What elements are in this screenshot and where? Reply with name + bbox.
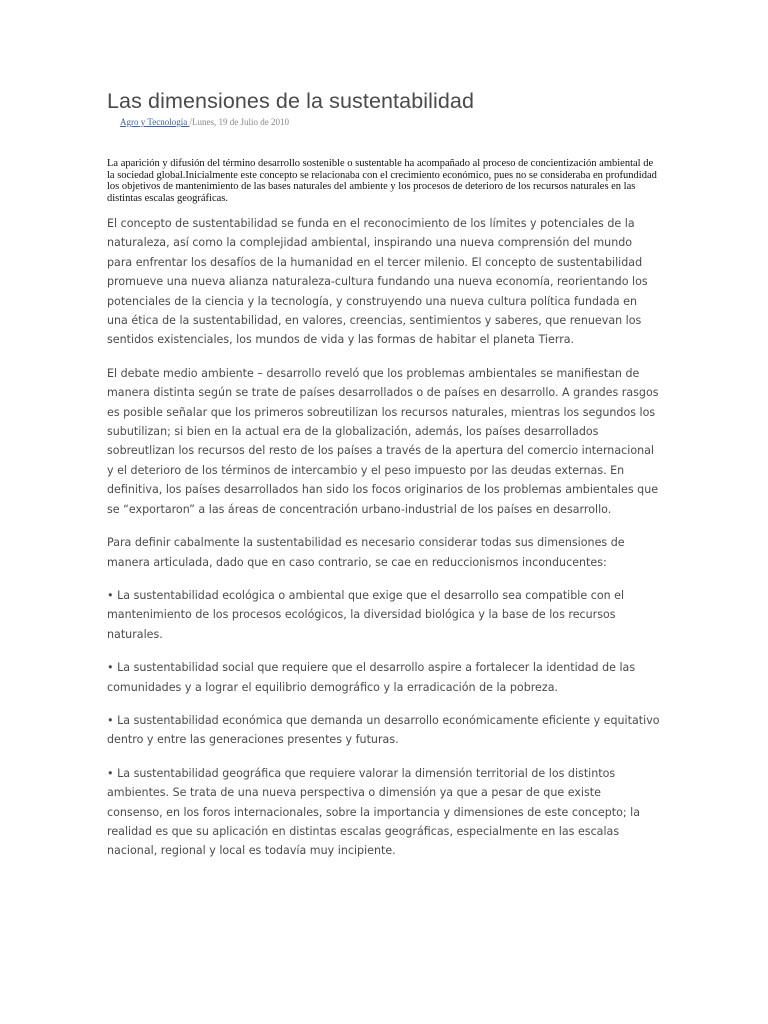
article-intro: La aparición y difusión del término desarrollo sostenible o sustentable ha acompañado al proceso de concientización ambiental de la sociedad global.Inicialmente este concepto se relacionaba con el crecimiento económico, pues no se consideraba en profundidad los objetivos de mantenimiento de las bases naturales del ambiente y los procesos de deterioro de los recursos naturales en las distintas escalas geográficas. — [107, 158, 657, 204]
paragraph-environment-debate: El debate medio ambiente – desarrollo reveló que los problemas ambientales se manifiestan de manera distinta según se trate de países desarrollados o de países en desarrollo. A grandes rasgos es posible señalar que los primeros sobreutilizan los recursos naturales, mientras los segundos los subutilizan; si bien en la actual era de la globalización, además, los países desarrollados sobreutlizan los recursos del resto de los países a través de la apertura del comercio internacional y el deterioro de los términos de intercambio y el peso impuesto por las deudas externas. En definitiva, los países desarrollados han sido los focos originarios de los problemas ambientales que se “exportaron” a las áreas de concentración urbano-industrial de los países en desarrollo. — [107, 366, 659, 516]
bullet-geographic: • La sustentabilidad geográfica que requiere valorar la dimensión territorial de los distintos ambientes. Se trata de una nueva perspectiva o dimensión ya que a pesar de que existe consenso, en los foros internacionales, sobre la importancia y dimensiones de este concepto; la realidad es que su aplicación en distintas escalas geográficas, especialmente en las escalas nacional, regional y local es todavía muy incipiente. — [107, 766, 641, 858]
category-link[interactable]: Agro y Tecnología — [120, 117, 190, 127]
paragraph-dimensions-intro: Para definir cabalmente la sustentabilidad es necesario considerar todas sus dimensiones de manera articulada, dado que en caso contrario, se cae en reduccionismos inconducentes: — [107, 536, 625, 569]
article-date: /Lunes, 19 de Julio de 2010 — [189, 117, 289, 127]
bullet-social: • La sustentabilidad social que requiere que el desarrollo aspire a fortalecer la identidad de las comunidades y a lograr el equilibrio demográfico y la erradicación de la pobreza. — [107, 661, 636, 694]
paragraph-sustainability-concept: El concepto de sustentabilidad se funda en el reconocimiento de los límites y potenciales de la naturaleza, así como la complejidad ambiental, inspirando una nueva comprensión del mundo para enfrentar los desafíos de la humanidad en el tercer milenio. El concepto de sustentabilidad promueve una nueva alianza naturaleza-cultura fundando una nueva economía, reorientando los potenciales de la ciencia y la tecnología, y construyendo una nueva cultura política fundada en una ética de la sustentabilidad, en valores, creencias, sentimientos y saberes, que renuevan los sentidos existenciales, los mundos de vida y las formas de habitar el planeta Tierra. — [107, 217, 648, 347]
bullet-economic: • La sustentabilidad económica que demanda un desarrollo económicamente eficiente y equitativo dentro y entre las generaciones presentes y futuras. — [107, 713, 660, 747]
bullet-ecological: • La sustentabilidad ecológica o ambiental que exige que el desarrollo sea compatible con el mantenimiento de los procesos ecológicos, la diversidad biológica y la base de los recursos naturales. — [107, 588, 625, 641]
article-title: Las dimensiones de la sustentabilidad — [107, 89, 475, 113]
